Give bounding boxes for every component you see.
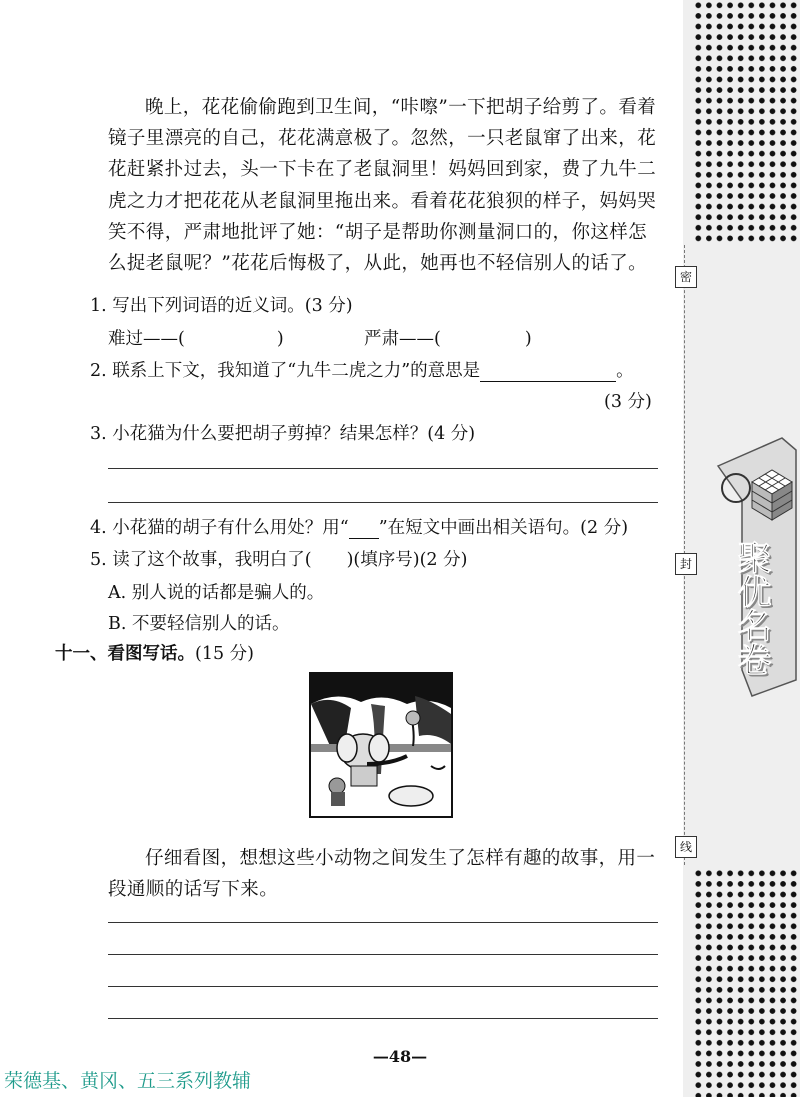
fill-blank-line[interactable] xyxy=(480,363,616,382)
question-2-score: (3 分) xyxy=(604,392,652,412)
brand-title: 聚优名卷 xyxy=(731,540,771,676)
question-3: 3. 小花猫为什么要把胡子剪掉？结果怎样？(4 分) xyxy=(90,424,476,444)
paren-close: ) xyxy=(276,329,284,349)
writing-line[interactable] xyxy=(108,1018,658,1019)
writing-prompt: 仔细看图，想想这些小动物之间发生了怎样有趣的故事，用一段通顺的话写下来。 xyxy=(108,848,656,901)
reading-passage: 晚上，花花偷偷跑到卫生间，“咔嚓”一下把胡子给剪了。看着镜子里漂亮的自己，花花满意极了。忽然，一只老鼠窜了出来，花花赶紧扑过去，头一下卡在了老鼠洞里！妈妈回到家，费了九牛二虎之力才把花花从老鼠洞里拖出来。看着花花狼狈的样子，妈妈哭笑不得，严肃地批评了她：“胡子是帮助你测量洞口的，你这样怎么捉老鼠呢？”花花后悔极了，从此，她再也不轻信别人的话了。 xyxy=(108,97,657,275)
question-5-option-b: B. 不要轻信别人的话。 xyxy=(108,614,290,634)
q1-item-b-text: 严肃——( xyxy=(364,329,441,349)
answer-line[interactable] xyxy=(108,502,658,503)
underline-sample xyxy=(349,522,379,539)
question-1-item-a xyxy=(108,325,284,350)
page-number: —48— xyxy=(372,1047,428,1066)
illustration-image xyxy=(309,672,453,818)
section-11-title: 十一、看图写话。 xyxy=(55,644,195,664)
seal-char-feng: 封 xyxy=(675,553,697,575)
publisher-series: 荣德基、黄冈、五三系列教辅 xyxy=(4,1070,252,1092)
section-11-score: (15 分) xyxy=(195,644,254,664)
question-4 xyxy=(90,514,628,539)
q4-end: ”在短文中画出相关语句。(2 分) xyxy=(378,518,629,538)
question-1: 1. 写出下列词语的近义词。(3 分) xyxy=(90,296,353,316)
paren-close: ) xyxy=(524,329,532,349)
question-2 xyxy=(90,357,634,382)
q2-text: 2. 联系上下文，我知道了“九牛二虎之力”的意思是 xyxy=(90,361,481,381)
seal-char-mi: 密 xyxy=(675,266,697,288)
dot-pattern-top xyxy=(693,0,800,245)
writing-line[interactable] xyxy=(108,986,658,987)
question-5: 5. 读了这个故事，我明白了( )(填序号)(2 分) xyxy=(90,550,468,570)
answer-line[interactable] xyxy=(108,468,658,469)
section-11-heading xyxy=(55,640,254,665)
q2-end: 。 xyxy=(616,361,634,381)
seal-char-xian: 线 xyxy=(675,836,697,858)
q1-item-a-text: 难过——( xyxy=(108,329,185,349)
question-5-option-a: A. 别人说的话都是骗人的。 xyxy=(108,583,325,603)
writing-line[interactable] xyxy=(108,922,658,923)
q4-text: 4. 小花猫的胡子有什么用处？用“ xyxy=(90,518,349,538)
writing-line[interactable] xyxy=(108,954,658,955)
question-1-item-b xyxy=(364,325,532,350)
